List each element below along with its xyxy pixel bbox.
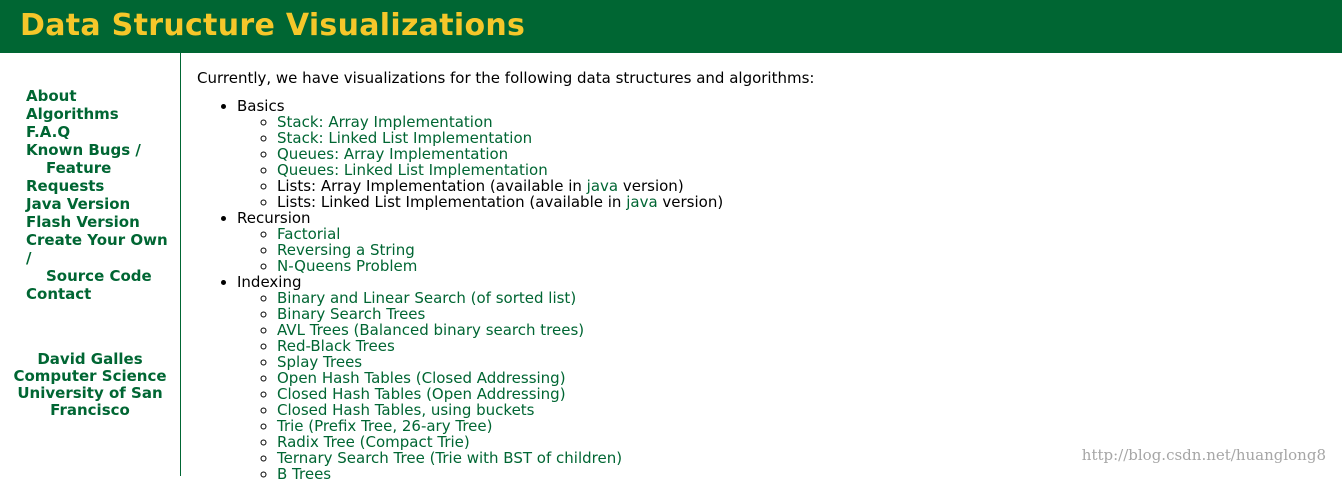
list-item xyxy=(277,258,1317,274)
link-factorial[interactable]: Factorial xyxy=(277,225,341,243)
author-university-line2: Francisco xyxy=(50,401,130,419)
section-title: Indexing xyxy=(237,273,302,291)
nav-link-algorithms[interactable]: Algorithms xyxy=(26,105,119,123)
nav-link-create-your-own[interactable] xyxy=(26,231,178,285)
section-title: Basics xyxy=(237,97,285,115)
link-closed-hash-tables[interactable]: Closed Hash Tables (Open Addressing) xyxy=(277,385,566,403)
page-title: Data Structure Visualizations xyxy=(20,8,526,43)
list-item xyxy=(277,338,1317,354)
list-item xyxy=(277,226,1317,242)
list-linked-text: Lists: Linked List Implementation (available in xyxy=(277,193,627,211)
list-item xyxy=(277,386,1317,402)
link-b-trees[interactable]: B Trees xyxy=(277,465,332,483)
sidebar xyxy=(0,53,181,476)
link-binary-linear-search[interactable]: Binary and Linear Search (of sorted list) xyxy=(277,289,577,307)
nav-link-known-bugs-line3: Requests xyxy=(26,177,105,195)
nav-link-create-line1: Create Your Own xyxy=(26,231,168,249)
nav-link-flash-version[interactable]: Flash Version xyxy=(26,213,140,231)
list-item xyxy=(277,146,1317,162)
list-item xyxy=(277,322,1317,338)
version-suffix: version) xyxy=(618,177,684,195)
link-ternary-search-tree[interactable]: Ternary Search Tree (Trie with BST of children) xyxy=(277,449,623,467)
sidebar-nav xyxy=(26,87,178,303)
link-trie[interactable]: Trie (Prefix Tree, 26-ary Tree) xyxy=(277,417,493,435)
list-item xyxy=(277,178,1317,194)
link-avl-trees[interactable]: AVL Trees (Balanced binary search trees) xyxy=(277,321,585,339)
watermark-text: http://blog.csdn.net/huanglong8 xyxy=(1078,446,1330,464)
list-item xyxy=(277,418,1317,434)
list-item xyxy=(277,130,1317,146)
link-queue-array[interactable]: Queues: Array Implementation xyxy=(277,145,509,163)
main-content xyxy=(197,67,1317,482)
author-university-line1: University of San xyxy=(17,384,163,402)
section-title: Recursion xyxy=(237,209,311,227)
link-java-list-array[interactable]: java xyxy=(586,177,619,195)
nav-link-faq[interactable]: F.A.Q xyxy=(26,123,71,141)
list-item xyxy=(277,242,1317,258)
intro-text: Currently, we have visualizations for the following data structures and algorithms: xyxy=(197,69,815,87)
nav-link-create-line3: Source Code xyxy=(46,267,152,285)
link-red-black-trees[interactable]: Red-Black Trees xyxy=(277,337,395,355)
list-item xyxy=(277,354,1317,370)
recursion-list xyxy=(237,226,1317,274)
link-binary-search-trees[interactable]: Binary Search Trees xyxy=(277,305,426,323)
basics-list xyxy=(237,114,1317,210)
section-basics xyxy=(237,98,1317,210)
nav-link-create-line2: / xyxy=(26,249,32,267)
section-recursion xyxy=(237,210,1317,274)
page-header xyxy=(0,0,1342,53)
list-item xyxy=(277,466,1317,482)
nav-link-about[interactable]: About xyxy=(26,87,77,105)
section-list xyxy=(197,98,1317,482)
list-item xyxy=(277,370,1317,386)
link-java-list-linked[interactable]: java xyxy=(626,193,658,211)
list-item xyxy=(277,306,1317,322)
author-name: David Galles xyxy=(37,350,143,368)
author-info xyxy=(0,351,180,419)
link-stack-array[interactable]: Stack: Array Implementation xyxy=(277,113,493,131)
link-queue-linked-list[interactable]: Queues: Linked List Implementation xyxy=(277,161,548,179)
link-radix-tree[interactable]: Radix Tree (Compact Trie) xyxy=(277,433,470,451)
list-item xyxy=(277,194,1317,210)
link-splay-trees[interactable]: Splay Trees xyxy=(277,353,363,371)
list-array-text: Lists: Array Implementation (available in xyxy=(277,177,587,195)
nav-link-known-bugs-line2: Feature xyxy=(46,159,112,177)
version-suffix: version) xyxy=(657,193,724,211)
link-open-hash-tables[interactable]: Open Hash Tables (Closed Addressing) xyxy=(277,369,566,387)
link-stack-linked-list[interactable]: Stack: Linked List Implementation xyxy=(277,129,533,147)
list-item xyxy=(277,162,1317,178)
link-reversing-string[interactable]: Reversing a String xyxy=(277,241,415,259)
link-n-queens[interactable]: N-Queens Problem xyxy=(277,257,418,275)
list-item xyxy=(277,114,1317,130)
nav-link-contact[interactable]: Contact xyxy=(26,285,92,303)
nav-link-known-bugs-line1: Known Bugs / xyxy=(26,141,141,159)
link-closed-hash-buckets[interactable]: Closed Hash Tables, using buckets xyxy=(277,401,535,419)
list-item xyxy=(277,402,1317,418)
nav-link-known-bugs[interactable] xyxy=(26,141,178,195)
author-department: Computer Science xyxy=(13,367,167,385)
nav-link-java-version[interactable]: Java Version xyxy=(26,195,131,213)
list-item xyxy=(277,290,1317,306)
